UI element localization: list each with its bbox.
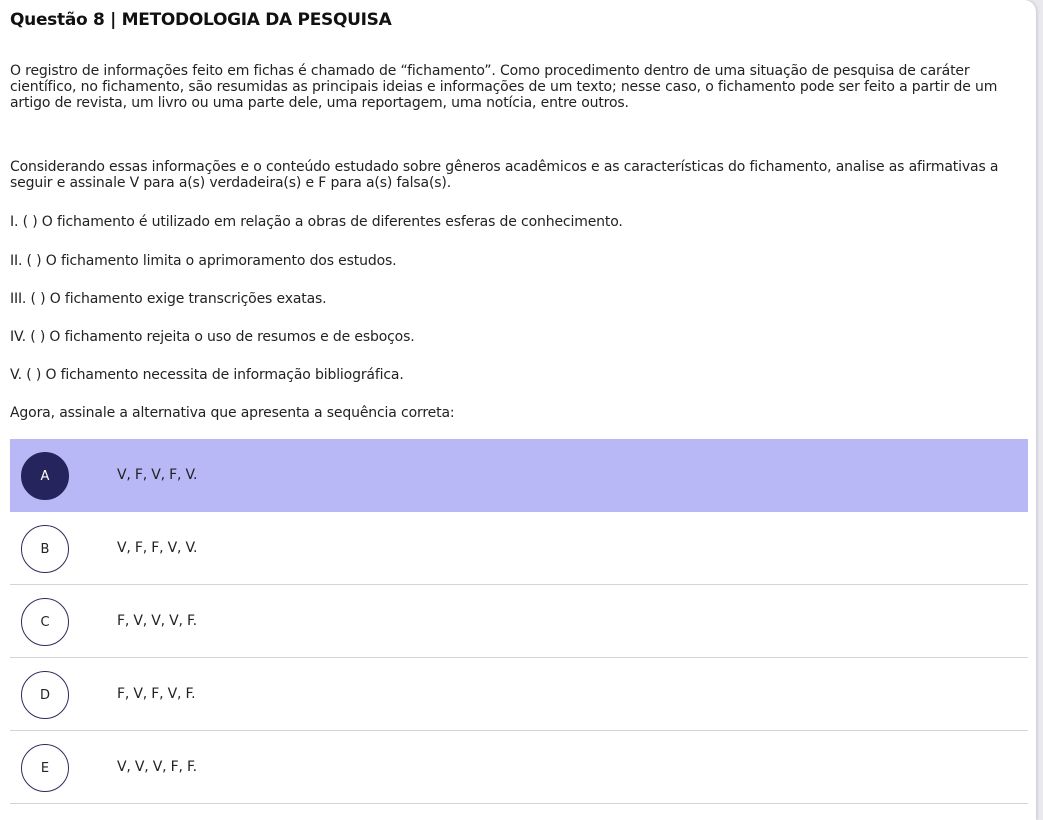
option-text: V, V, V, F, F. (117, 759, 197, 775)
question-title: Questão 8 | METODOLOGIA DA PESQUISA (10, 10, 392, 30)
answer-prompt: Agora, assinale a alternativa que apresenta a sequência correta: (10, 405, 455, 421)
statement-1: I. ( ) O fichamento é utilizado em relação a obras de diferentes esferas de conhecimento. (10, 214, 623, 230)
option-a[interactable] (10, 439, 1028, 512)
statement-2: II. ( ) O fichamento limita o aprimoramento dos estudos. (10, 253, 397, 269)
option-letter-badge: A (21, 452, 69, 500)
option-text: V, F, F, V, V. (117, 540, 198, 556)
option-letter-badge: B (21, 525, 69, 573)
option-c[interactable] (10, 585, 1028, 658)
answer-options (10, 439, 1028, 804)
option-text: F, V, F, V, F. (117, 686, 196, 702)
statement-5: V. ( ) O fichamento necessita de informação bibliográfica. (10, 367, 404, 383)
option-text: F, V, V, V, F. (117, 613, 197, 629)
context-paragraph: O registro de informações feito em fichas é chamado de “fichamento”. Como procedimento dentro de uma situação de pesquisa de caráter científico, no fichamento, são resumidas as principais ideias e informações de um texto; nesse caso, o fichamento pode ser feito a partir de um artigo de revista, um livro ou uma parte dele, uma reportagem, uma notícia, entre outros. (10, 63, 998, 111)
instruction-paragraph: Considerando essas informações e o conteúdo estudado sobre gêneros acadêmicos e as características do fichamento, analise as afirmativas a seguir e assinale V para a(s) verdadeira(s) e F para a(s) falsa(s). (10, 159, 999, 191)
option-b[interactable] (10, 512, 1028, 585)
option-letter-badge: E (21, 744, 69, 792)
option-e[interactable] (10, 731, 1028, 804)
statement-3: III. ( ) O fichamento exige transcrições exatas. (10, 291, 327, 307)
option-letter-badge: D (21, 671, 69, 719)
option-letter-badge: C (21, 598, 69, 646)
option-text: V, F, V, F, V. (117, 467, 198, 483)
statement-4: IV. ( ) O fichamento rejeita o uso de resumos e de esboços. (10, 329, 415, 345)
option-d[interactable] (10, 658, 1028, 731)
